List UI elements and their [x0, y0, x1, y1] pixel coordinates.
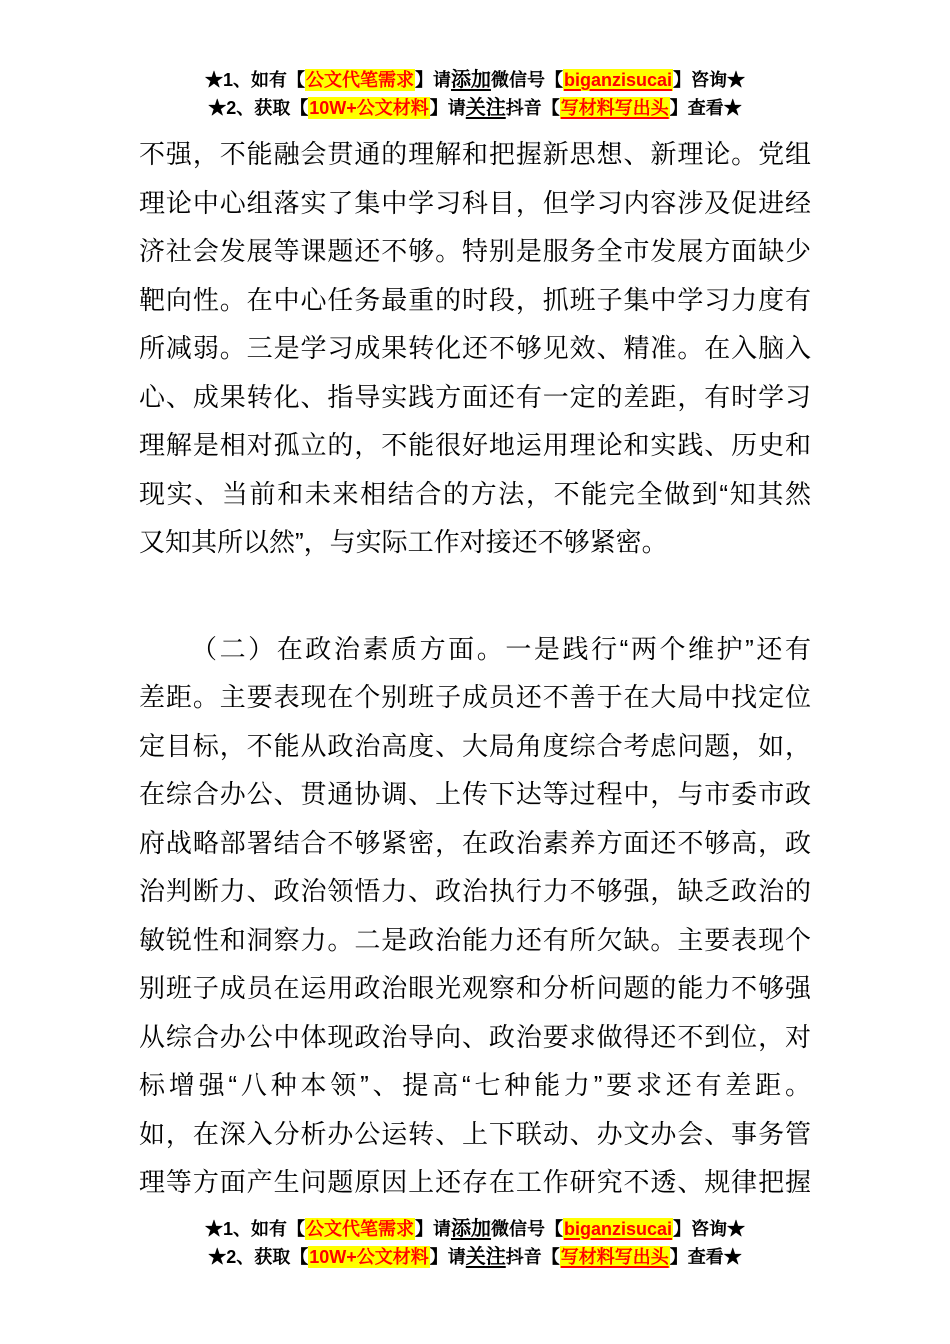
- text-line: 治判断力、政治领悟力、政治执行力不够强，缺乏政治的: [139, 876, 811, 906]
- highlighted-keyword: biganzisucai: [563, 70, 673, 90]
- banner-text: 微信号【: [490, 70, 563, 90]
- banner-text: 】请: [429, 98, 466, 118]
- text-line: 心、成果转化、指导实践方面还有一定的差距，有时学习: [139, 381, 811, 412]
- banner-text: 】查看★: [669, 98, 742, 118]
- promo-line-2: [0, 1243, 950, 1271]
- banner-text: ★1、如有【: [204, 1218, 305, 1239]
- text-line: 标增强“八种本领”、提高“七种能力”要求还有差距。: [139, 1070, 811, 1100]
- banner-text: 关注: [465, 97, 506, 119]
- banner-text: 微信号【: [490, 1218, 563, 1239]
- highlighted-keyword: 10W+公文材料: [309, 1246, 429, 1267]
- text-line: 府战略部署结合不够紧密，在政治素养方面还不够高，政: [139, 827, 811, 858]
- banner-text: 】请: [414, 1218, 451, 1239]
- text-line: 现实、当前和未来相结合的方法，不能完全做到“知其然: [139, 478, 811, 509]
- promo-line-1: [0, 1215, 950, 1243]
- paragraph-2: [139, 625, 811, 1207]
- banner-text: 抖音【: [505, 98, 560, 118]
- banner-text: ★1、如有【: [204, 70, 305, 90]
- text-line: 敏锐性和洞察力。二是政治能力还有所欠缺。主要表现个: [139, 924, 811, 955]
- text-line: 从综合办公中体现政治导向、政治要求做得还不到位，对: [139, 1021, 811, 1052]
- text-line: 济社会发展等课题还不够。特别是服务全市发展方面缺少: [139, 236, 811, 266]
- text-line: 定目标，不能从政治高度、大局角度综合考虑问题，如，: [139, 730, 811, 761]
- text-line: 靶向性。在中心任务最重的时段，抓班子集中学习力度有: [139, 284, 811, 315]
- banner-text: 】咨询★: [673, 1218, 746, 1239]
- text-line: 差距。主要表现在个别班子成员还不善于在大局中找定位: [139, 682, 811, 712]
- banner-text: 抖音【: [505, 1246, 560, 1267]
- banner-text: 】请: [429, 1246, 466, 1267]
- paragraph-1: [139, 130, 811, 567]
- banner-text: 】咨询★: [673, 70, 746, 90]
- banner-text: 】请: [414, 70, 451, 90]
- highlighted-keyword: 10W+公文材料: [309, 98, 429, 118]
- banner-text: 】查看★: [669, 1246, 742, 1267]
- highlighted-keyword: 写材料写出头: [560, 1246, 669, 1267]
- highlighted-keyword: biganzisucai: [563, 1218, 673, 1239]
- text-line: 所减弱。三是学习成果转化还不够见效、精准。在入脑入: [139, 333, 811, 363]
- text-line: 在综合办公、贯通协调、上传下达等过程中，与市委市政: [139, 779, 811, 809]
- document-body: [139, 130, 811, 1207]
- text-line: 如，在深入分析办公运转、上下联动、办文办会、事务管: [139, 1118, 811, 1149]
- highlighted-keyword: 写材料写出头: [560, 98, 669, 118]
- text-line: 理等方面产生问题原因上还存在工作研究不透、规律把握: [139, 1167, 811, 1197]
- promo-banner-top: [0, 66, 950, 122]
- text-line: 别班子成员在运用政治眼光观察和分析问题的能力不够强: [139, 973, 811, 1003]
- text-line: 理解是相对孤立的，不能很好地运用理论和实践、历史和: [139, 430, 811, 460]
- text-line: 理论中心组落实了集中学习科目，但学习内容涉及促进经: [139, 187, 811, 218]
- promo-banner-bottom: [0, 1215, 950, 1271]
- highlighted-keyword: 公文代笔需求: [305, 70, 414, 90]
- text-line: （二）在政治素质方面。一是践行“两个维护”还有: [191, 633, 811, 664]
- banner-text: 添加: [450, 1217, 491, 1240]
- banner-text: ★2、获取【: [208, 98, 309, 118]
- banner-text: 添加: [450, 69, 491, 91]
- highlighted-keyword: 公文代笔需求: [305, 1218, 414, 1239]
- promo-line-1: [0, 66, 950, 94]
- banner-text: 关注: [465, 1245, 506, 1268]
- text-line: 不强，不能融会贯通的理解和把握新思想、新理论。党组: [139, 139, 811, 169]
- text-line: 又知其所以然”，与实际工作对接还不够紧密。: [139, 527, 668, 557]
- banner-text: ★2、获取【: [208, 1246, 309, 1267]
- promo-line-2: [0, 94, 950, 122]
